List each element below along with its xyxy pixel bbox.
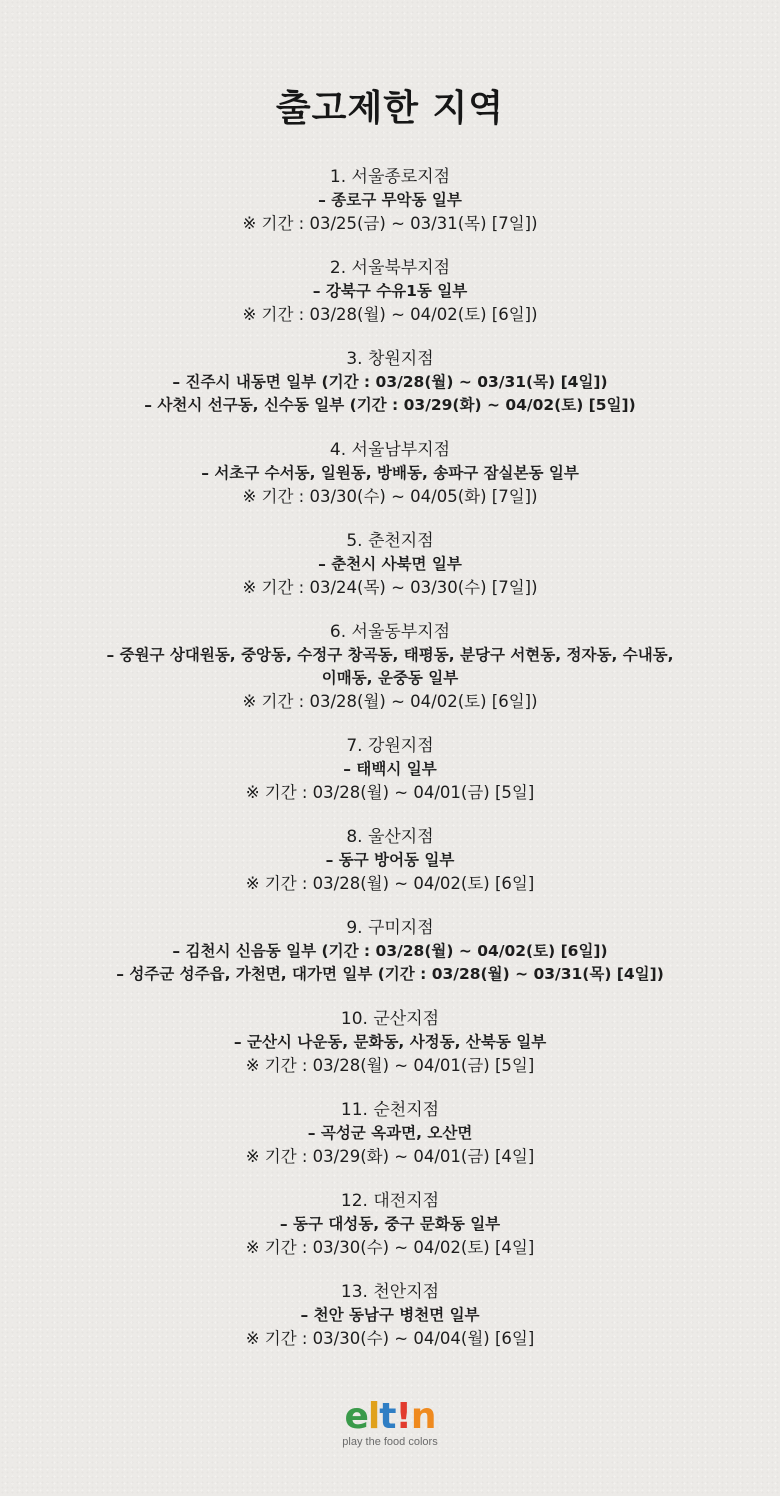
region-name: 3. 창원지점 bbox=[346, 349, 434, 369]
region-period: ※ 기간 : 03/28(월) ~ 04/02(토) [6일]) bbox=[242, 305, 538, 324]
region-name: 2. 서울북부지점 bbox=[329, 258, 451, 278]
region-name: 7. 강원지점 bbox=[346, 736, 434, 756]
region-detail: – 진주시 내동면 일부 (기간 : 03/28(월) ~ 03/31(목) [4일]) bbox=[172, 373, 608, 391]
logo-letter: n bbox=[410, 1396, 436, 1437]
region-detail: 이매동, 운중동 일부 bbox=[321, 669, 459, 687]
region-name: 12. 대전지점 bbox=[340, 1191, 440, 1211]
region-detail: – 동구 방어동 일부 bbox=[325, 851, 455, 869]
region-item bbox=[0, 530, 780, 599]
logo-letter: t bbox=[379, 1396, 396, 1437]
region-item bbox=[0, 917, 780, 986]
region-item bbox=[0, 348, 780, 417]
region-name: 6. 서울동부지점 bbox=[329, 622, 451, 642]
region-item bbox=[0, 257, 780, 326]
region-period: ※ 기간 : 03/25(금) ~ 03/31(목) [7일]) bbox=[242, 214, 538, 233]
region-name: 8. 울산지점 bbox=[346, 827, 434, 847]
region-detail: – 사천시 선구동, 신수동 일부 (기간 : 03/29(화) ~ 04/02(토) [5일]) bbox=[144, 396, 636, 414]
region-name: 5. 춘천지점 bbox=[346, 531, 434, 551]
region-detail: – 군산시 나운동, 문화동, 사정동, 산북동 일부 bbox=[233, 1033, 547, 1051]
eltin-logo bbox=[0, 1398, 780, 1449]
region-item bbox=[0, 1008, 780, 1077]
region-item bbox=[0, 166, 780, 235]
region-item bbox=[0, 735, 780, 804]
logo-letter: l bbox=[367, 1396, 380, 1437]
region-name: 10. 군산지점 bbox=[340, 1009, 440, 1029]
region-period: ※ 기간 : 03/30(수) ~ 04/04(월) [6일] bbox=[245, 1329, 535, 1348]
region-period: ※ 기간 : 03/29(화) ~ 04/01(금) [4일] bbox=[245, 1147, 535, 1166]
logo-letter: e bbox=[344, 1396, 368, 1437]
region-item bbox=[0, 1190, 780, 1259]
region-period: ※ 기간 : 03/28(월) ~ 04/01(금) [5일] bbox=[245, 783, 535, 802]
region-detail: – 천안 동남구 병천면 일부 bbox=[300, 1306, 480, 1324]
region-period: ※ 기간 : 03/24(목) ~ 03/30(수) [7일]) bbox=[242, 578, 538, 597]
region-detail: – 서초구 수서동, 일원동, 방배동, 송파구 잠실본동 일부 bbox=[201, 464, 579, 482]
region-detail: – 동구 대성동, 중구 문화동 일부 bbox=[279, 1215, 501, 1233]
region-period: ※ 기간 : 03/30(수) ~ 04/05(화) [7일]) bbox=[242, 487, 538, 506]
region-name: 13. 천안지점 bbox=[340, 1282, 440, 1302]
region-detail: – 춘천시 사북면 일부 bbox=[318, 555, 462, 573]
region-period: ※ 기간 : 03/28(월) ~ 04/02(토) [6일] bbox=[245, 874, 535, 893]
region-list bbox=[0, 166, 780, 1372]
logo-wordmark bbox=[0, 1398, 780, 1436]
region-name: 11. 순천지점 bbox=[340, 1100, 440, 1120]
region-detail: – 강북구 수유1동 일부 bbox=[312, 282, 468, 300]
logo-tagline: play the food colors bbox=[342, 1436, 438, 1448]
page-title: 출고제한 지역 bbox=[275, 88, 505, 129]
region-item bbox=[0, 1281, 780, 1350]
region-detail: – 태백시 일부 bbox=[343, 760, 437, 778]
region-detail: – 중원구 상대원동, 중앙동, 수정구 창곡동, 태평동, 분당구 서현동, 정자동, 수내동, bbox=[106, 646, 674, 664]
region-period: ※ 기간 : 03/30(수) ~ 04/02(토) [4일] bbox=[245, 1238, 535, 1257]
region-name: 9. 구미지점 bbox=[346, 918, 434, 938]
region-detail: – 종로구 무악동 일부 bbox=[318, 191, 462, 209]
logo-letter: ! bbox=[395, 1396, 411, 1437]
region-detail: – 곡성군 옥과면, 오산면 bbox=[307, 1124, 473, 1142]
region-period: ※ 기간 : 03/28(월) ~ 04/02(토) [6일]) bbox=[242, 692, 538, 711]
region-item bbox=[0, 826, 780, 895]
region-item bbox=[0, 621, 780, 713]
region-detail: – 김천시 신음동 일부 (기간 : 03/28(월) ~ 04/02(토) [6일]) bbox=[172, 942, 608, 960]
region-item bbox=[0, 1099, 780, 1168]
region-item bbox=[0, 439, 780, 508]
region-period: ※ 기간 : 03/28(월) ~ 04/01(금) [5일] bbox=[245, 1056, 535, 1075]
region-name: 4. 서울남부지점 bbox=[329, 440, 451, 460]
region-name: 1. 서울종로지점 bbox=[329, 167, 451, 187]
region-detail: – 성주군 성주읍, 가천면, 대가면 일부 (기간 : 03/28(월) ~ 03/31(목) [4일]) bbox=[116, 965, 664, 983]
